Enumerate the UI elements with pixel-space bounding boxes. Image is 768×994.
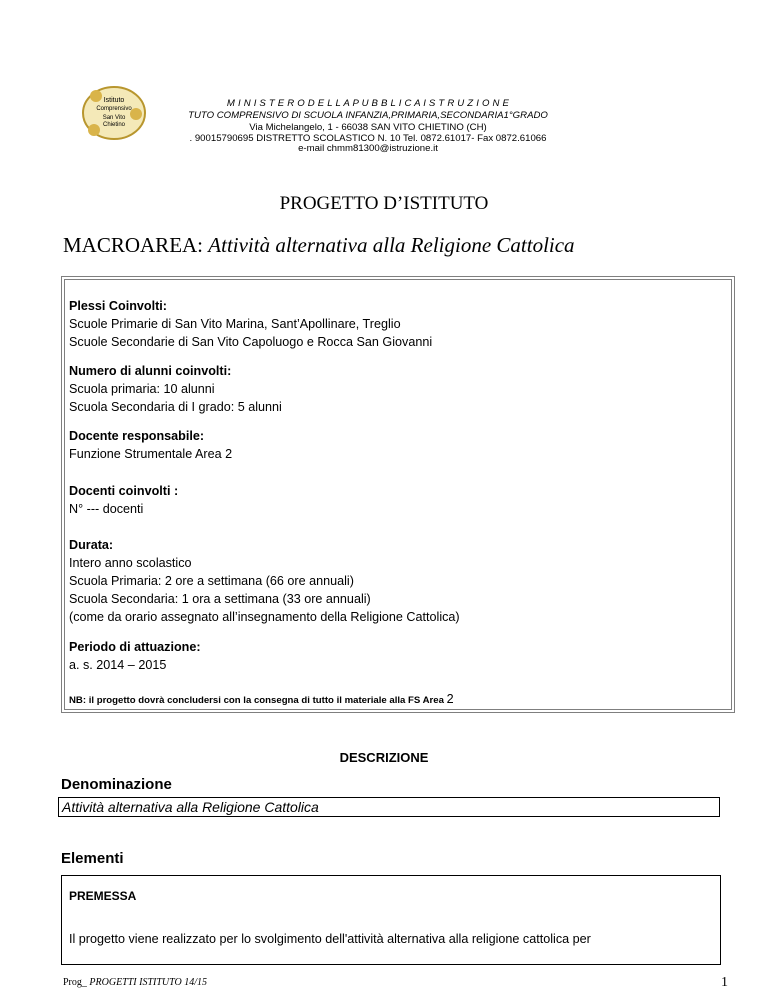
macroarea-label: MACROAREA:	[63, 233, 209, 257]
plessi-line-2: Scuole Secondarie di San Vito Capoluogo e Rocca San Giovanni	[69, 335, 433, 349]
header-email: e-mail chmm81300@istruzione.it	[298, 143, 438, 154]
durata-line-1: Intero anno scolastico	[69, 556, 192, 570]
elementi-box	[61, 875, 721, 965]
denominazione-label: Denominazione	[61, 776, 172, 793]
plessi-line-1: Scuole Primarie di San Vito Marina, Sant’Apollinare, Treglio	[69, 317, 401, 331]
plessi-section	[69, 297, 432, 351]
durata-line-4: (come da orario assegnato all’insegnamento della Religione Cattolica)	[69, 610, 460, 624]
header-ministry: M I N I S T E R O D E L L A P U B B L I C A I S T R U Z I O N E	[226, 98, 510, 109]
durata-section	[69, 536, 460, 626]
docenti-section	[69, 482, 178, 518]
descrizione-heading: DESCRIZIONE	[339, 750, 429, 765]
plessi-label: Plessi Coinvolti:	[69, 299, 167, 313]
logo-line-2: Comprensivo	[96, 106, 132, 112]
nb-note-text: NB: il progetto dovrà concludersi con la consegna di tutto il materiale alla FS Area	[69, 695, 447, 706]
periodo-section	[69, 638, 201, 674]
premessa-label: PREMESSA	[69, 889, 137, 903]
docenti-label: Docenti coinvolti :	[69, 484, 179, 498]
periodo-value: a. s. 2014 – 2015	[69, 658, 167, 672]
docente-label: Docente responsabile:	[69, 429, 205, 443]
logo-line-1: Istituto	[103, 97, 125, 104]
logo-line-3: San Vito	[102, 115, 126, 121]
alunni-label: Numero di alunni coinvolti:	[69, 364, 232, 378]
logo-line-4: Chietino	[102, 122, 126, 128]
footer-prefix: Prog_	[63, 977, 90, 988]
macroarea-value: Attività alternativa alla Religione Cattolica	[208, 233, 575, 257]
docente-section	[69, 427, 232, 463]
durata-line-3: Scuola Secondaria: 1 ora a settimana (33 ore annuali)	[69, 592, 371, 606]
docenti-value: N° --- docenti	[69, 502, 144, 516]
macroarea-heading	[63, 233, 575, 258]
elementi-label: Elementi	[61, 850, 124, 867]
docente-value: Funzione Strumentale Area 2	[69, 447, 233, 461]
denominazione-field: Attività alternativa alla Religione Cattolica	[58, 797, 720, 817]
footer-text: PROGETTI ISTITUTO 14/15	[89, 977, 208, 988]
page-footer	[63, 977, 207, 988]
header-address: Via Michelangelo, 1 - 66038 SAN VITO CHIETINO (CH)	[249, 122, 487, 133]
nb-note	[69, 692, 454, 706]
durata-line-2: Scuola Primaria: 2 ore a settimana (66 ore annuali)	[69, 574, 354, 588]
alunni-line-1: Scuola primaria: 10 alunni	[69, 382, 215, 396]
header-school-name: TUTO COMPRENSIVO DI SCUOLA INFANZIA,PRIMARIA,SECONDARIA1°GRADO	[188, 110, 548, 121]
header-contacts: . 90015790695 DISTRETTO SCOLASTICO N. 10 Tel. 0872.61017- Fax 0872.61066	[189, 133, 547, 144]
page-number: 1	[721, 975, 728, 990]
premessa-text: Il progetto viene realizzato per lo svolgimento dell'attività alternativa alla religione cattolica per	[69, 932, 591, 946]
document-title: PROGETTO D’ISTITUTO	[279, 193, 489, 214]
nb-note-number: 2	[446, 692, 454, 706]
alunni-line-2: Scuola Secondaria di I grado: 5 alunni	[69, 400, 282, 414]
durata-label: Durata:	[69, 538, 114, 552]
periodo-label: Periodo di attuazione:	[69, 640, 201, 654]
alunni-section	[69, 362, 282, 416]
